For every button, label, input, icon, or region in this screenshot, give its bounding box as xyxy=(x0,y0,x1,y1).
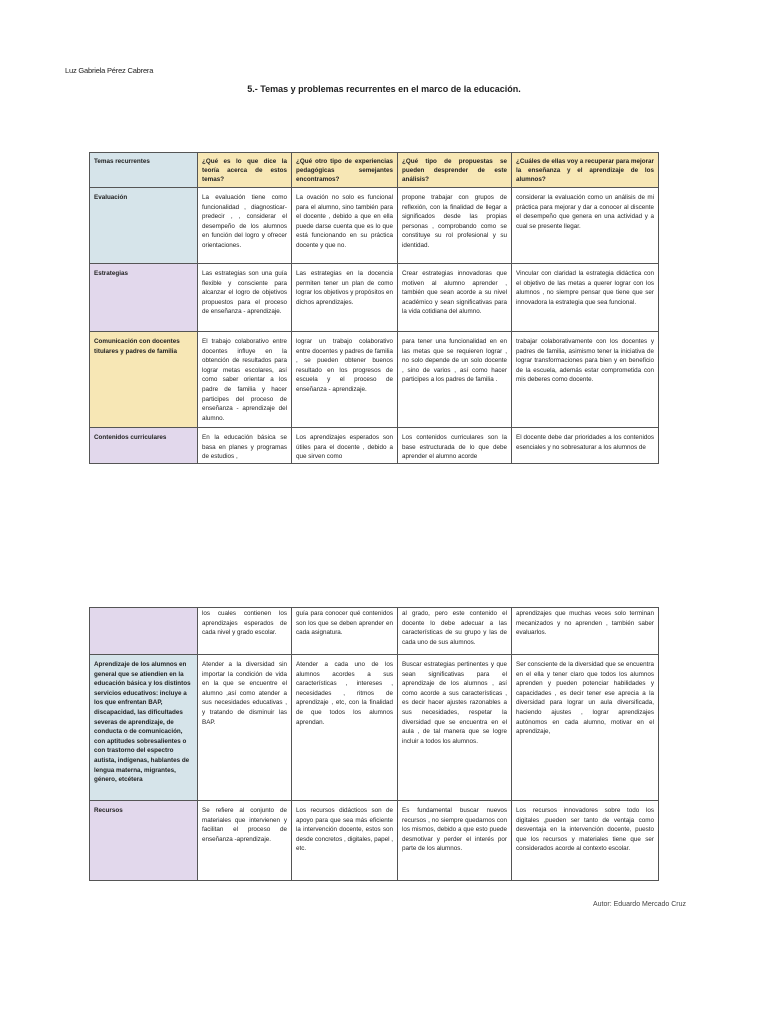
table-cell: lograr un trabajo colaborativo entre docentes y padres de familia , se pueden obtener buenos resultado en los progresos de escuela y el proceso de enseñanza - aprendizaje. xyxy=(292,332,398,428)
table-cell: Las estrategias son una guía flexible y consciente para alcanzar el logro de objetivos propuestos para el proceso de enseñanza - aprendizaje. xyxy=(198,264,292,332)
cell-text: Los contenidos curriculares son la base estructurada de lo que debe aprender el alumno acorde xyxy=(402,434,507,461)
table-header-row xyxy=(90,153,659,188)
topic-cell: Evaluación xyxy=(90,188,198,264)
document-title: 5.- Temas y problemas recurrentes en el marco de la educación. xyxy=(247,84,521,94)
table-cell: Buscar estrategias pertinentes y que sean significativas para el aprendizaje de los alumnos , así como acorde a sus características , es decir hacer ajustes razonables a sus necesidades, respetar la diversidad que se encuentra en el aula , de tal manera que se logre incluir a todos los alumnos. xyxy=(398,655,512,801)
table-row xyxy=(90,264,659,332)
table-cell: al grado, pero este contenido el docente lo debe adecuar a las características de su grupo y las de cada uno de sus alumnos. xyxy=(398,608,512,655)
table-cell: considerar la evaluación como un análisis de mi práctica para mejorar y dar a conocer al discente el desempeño que genera en una actividad y a cual se presente llegar. xyxy=(512,188,659,264)
table-cell xyxy=(292,428,398,464)
table-cell: Se refiere al conjunto de materiales que intervienen y facilitan el proceso de enseñanza -aprendizaje. xyxy=(198,801,292,881)
header-theory: ¿Qué es lo que dice la teoría acerca de estos temas? xyxy=(198,153,292,188)
header-topics: Temas recurrentes xyxy=(90,153,198,188)
table-cell: guía para conocer qué contenidos son los que se deben aprender en cada asignatura. xyxy=(292,608,398,655)
header-proposals: ¿Qué tipo de propuestas se pueden desprender de este análisis? xyxy=(398,153,512,188)
header-experiences: ¿Qué otro tipo de experiencias pedagógicas semejantes encontramos? xyxy=(292,153,398,188)
header-recover: ¿Cuáles de ellas voy a recuperar para mejorar la enseñanza y el aprendizaje de los alumnos? xyxy=(512,153,659,188)
table-cell: propone trabajar con grupos de reflexión, con la finalidad de llegar a significados desde las propias personas , comprobando como se constituye su rol profesional y su identidad. xyxy=(398,188,512,264)
table-row xyxy=(90,608,659,655)
table-cell: para tener una funcionalidad en en las metas que se requieren lograr , no solo depende de un solo docente , sino de varios , así como hacer participes a los padres de familia . xyxy=(398,332,512,428)
table-cell: La ovación no solo es funcional para el alumno, sino también para el docente , debido a que en ella puede darse cuenta que es lo que está funcionando en su práctica docente y que no. xyxy=(292,188,398,264)
table-cell: trabajar colaborativamente con los docentes y padres de familia, asimismo tener la iniciativa de lograr transformaciones para bien y en beneficio de la escuela, además estar comprometida con mis deberes como docente. xyxy=(512,332,659,428)
cell-text: En la educación básica se basa en planes y programas de estudios , xyxy=(202,434,287,461)
table-cell: aprendizajes que muchas veces solo terminan mecanizados y no aprenden , también saber evaluarlos. xyxy=(512,608,659,655)
topic-cell: Recursos xyxy=(90,801,198,881)
table-row xyxy=(90,332,659,428)
topics-table-continued xyxy=(89,607,659,881)
table-cell: Ser consciente de la diversidad que se encuentra en el ella y tener claro que todos los alumnos aprenden y pueden potenciar habilidades y capacidades , es decir tener ese aprecia a la diversidad para lograr un aula diversificada, haciendo ajustes , lograr aprendizajes autónomos en cada alumno, motivar en el aprendizaje, xyxy=(512,655,659,801)
author-top: Luz Gabriela Pérez Cabrera xyxy=(65,66,154,75)
table-row xyxy=(90,188,659,264)
topics-table xyxy=(89,152,659,464)
cell-text: El docente debe dar prioridades a los contenidos esenciales y no sobresaturar a los alumnos de xyxy=(516,434,654,451)
table-cell: El trabajo colaborativo entre docentes influye en la obtención de resultados para lograr metas escolares, así como saber orientar a los padre de familia y hacer participes del proceso de enseñanza - aprendizaje del alumno. xyxy=(198,332,292,428)
table-row xyxy=(90,655,659,801)
table-cell: La evaluación tiene como funcionalidad , diagnosticar- predecir , , considerar el desempeño de los alumnos en función del logro y ofrecer orientaciones. xyxy=(198,188,292,264)
cell-text: Los aprendizajes esperados son útiles para el docente , debido a que sirven como xyxy=(296,434,393,461)
topic-cell: Estrategias xyxy=(90,264,198,332)
table-row xyxy=(90,801,659,881)
table-cell: los cuales contienen los aprendizajes esperados de cada nivel y grado escolar. xyxy=(198,608,292,655)
table-cell: Atender a cada uno de los alumnos acordes a sus características , intereses , necesidades , ritmos de aprendizaje , etc, con la finalidad de que todos los alumnos aprendan. xyxy=(292,655,398,801)
table-cell: Vincular con claridad la estrategia didáctica con el objetivo de las metas a querer lograr con los alumnos , no siempre pensar que tiene que ser innovadora la estrategia que sea funcional. xyxy=(512,264,659,332)
table-cell: Los recursos didácticos son de apoyo para que sea más eficiente la intervención docente, estos son desde concretos , digitales, papel , etc. xyxy=(292,801,398,881)
table-cell: Es fundamental buscar nuevos recursos , no siempre quedarnos con los mismos, debido a que esto puede desmotivar y perder el interés por parte de los alumnos. xyxy=(398,801,512,881)
table-cell: Las estrategias en la docencia permiten tener un plan de como lograr los objetivos y propósitos en dichos aprendizajes. xyxy=(292,264,398,332)
topic-cell: Aprendizaje de los alumnos en general que se atiendien en la educación básica y los distintos servicios educativos: incluye a los que enfrentan BAP, discapacidad, las dificultades severas de aprendizaje, de conducta o de comunicación, con aptitudes sobresalientes o con trastorno del espectro autista, indígenas, hablantes de lengua materna, migrantes, género, etcétera xyxy=(90,655,198,801)
topic-cell: Contenidos curriculares xyxy=(90,428,198,464)
topic-cell xyxy=(90,608,198,655)
table-cell: Los recursos innovadores sobre todo los digitales ,pueden ser tanto de ventaja como desventaja en la intervención docente, puesto que los recursos y materiales tiene que ser considerados acorde al contexto escolar. xyxy=(512,801,659,881)
table-cell: Crear estrategias innovadoras que motiven al alumno aprender , también que sean acorde a su nivel académico y sean significativas para la vida cotidiana del alumno. xyxy=(398,264,512,332)
table-row xyxy=(90,428,659,464)
table-cell xyxy=(198,428,292,464)
table-cell: Atender a la diversidad sin importar la condición de vida en la que se encuentre el alumno ,así como atender a sus necesidades educativas , y tratando de disminuir las BAP. xyxy=(198,655,292,801)
author-bottom: Autor: Eduardo Mercado Cruz xyxy=(593,901,686,908)
topic-cell: Comunicación con docentes titulares y padres de familia xyxy=(90,332,198,428)
table-cell xyxy=(398,428,512,464)
table-cell xyxy=(512,428,659,464)
